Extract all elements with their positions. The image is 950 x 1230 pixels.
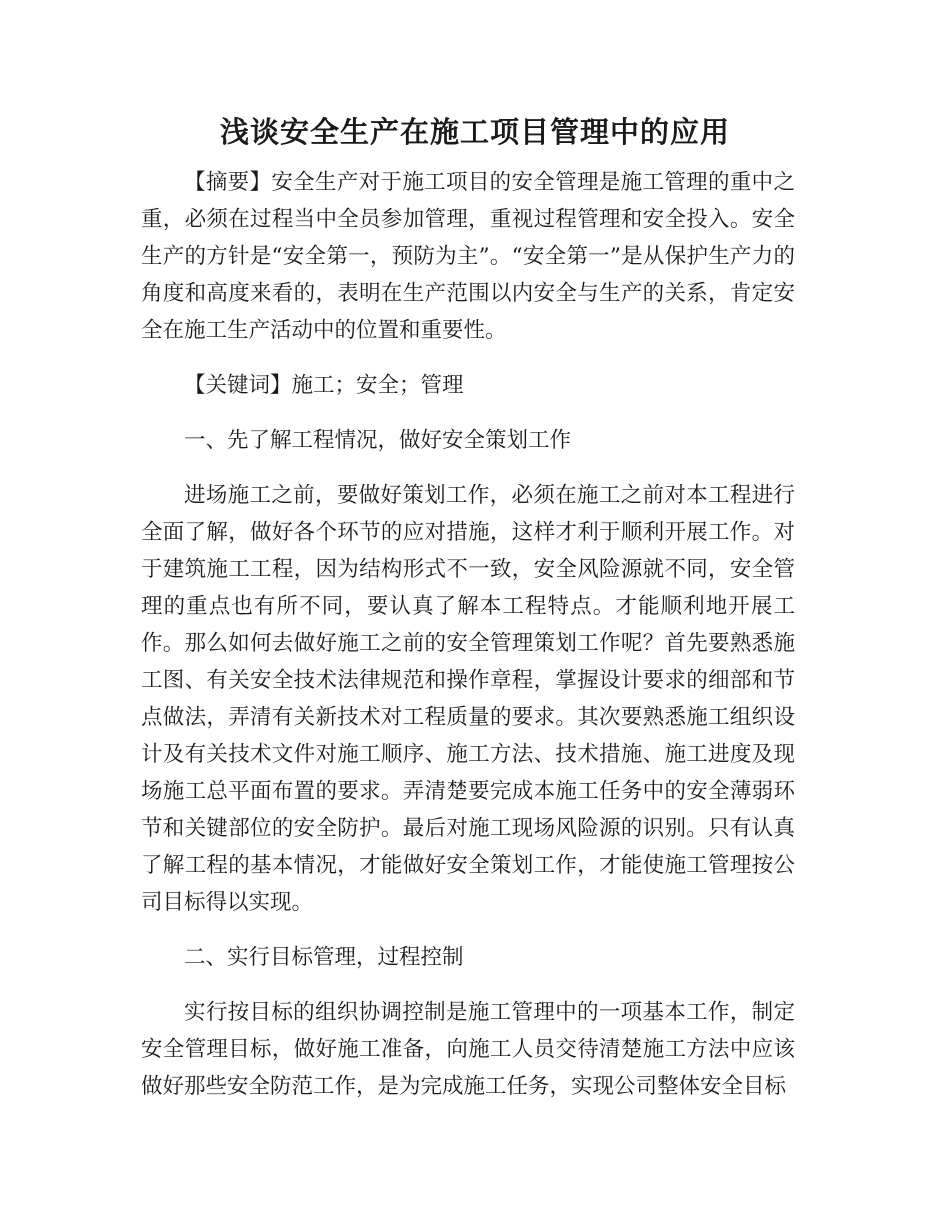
section-2-heading: 二、实行目标管理，过程控制: [184, 945, 464, 970]
keywords-line: 【关键词】施工；安全；管理: [184, 373, 464, 398]
paragraph-gap: [141, 976, 795, 994]
abstract-paragraph: 【摘要】安全生产对于施工项目的安全管理是施工管理的重中之重，必须在过程当中全员参加管理，重视过程管理和安全投入。安全生产的方针是“安全第一，预防为主”。“安全第一”是从保护生产力的角度和高度来看的，表明在生产范围以内安全与生产的关系，肯定安全在施工生产活动中的位置和重要性。: [141, 170, 795, 343]
section-1-heading: 一、先了解工程情况，做好安全策划工作: [184, 428, 572, 453]
document-body: [141, 164, 795, 1105]
paragraph-gap: [141, 404, 795, 422]
section-1-body: 进场施工之前，要做好策划工作，必须在施工之前对本工程进行全面了解，做好各个环节的应对措施，这样才利于顺利开展工作。对于建筑施工工程，因为结构形式不一致，安全风险源就不同，安全管理的重点也有所不同，要认真了解本工程特点。才能顺利地开展工作。那么如何去做好施工之前的安全管理策划工作呢？首先要熟悉施工图、有关安全技术法律规范和操作章程，掌握设计要求的细部和节点做法，弄清有关新技术对工程质量的要求。其次要熟悉施工组织设计及有关技术文件对施工顺序、施工方法、技术措施、施工进度及现场施工总平面布置的要求。弄清楚要完成本施工任务中的安全薄弱环节和关键部位的安全防护。最后对施工现场风险源的识别。只有认真了解工程的基本情况，才能做好安全策划工作，才能使施工管理按公司目标得以实现。: [141, 483, 795, 915]
section-2-body: 实行按目标的组织协调控制是施工管理中的一项基本工作，制定安全管理目标，做好施工准备，向施工人员交待清楚施工方法中应该做好那些安全防范工作，是为完成施工任务，实现公司整体安全目标: [141, 1000, 795, 1099]
document-title: 浅谈安全生产在施工项目管理中的应用: [219, 115, 730, 149]
paragraph-gap: [141, 459, 795, 477]
paragraph-gap: [141, 349, 795, 367]
paragraph-gap: [141, 921, 795, 939]
